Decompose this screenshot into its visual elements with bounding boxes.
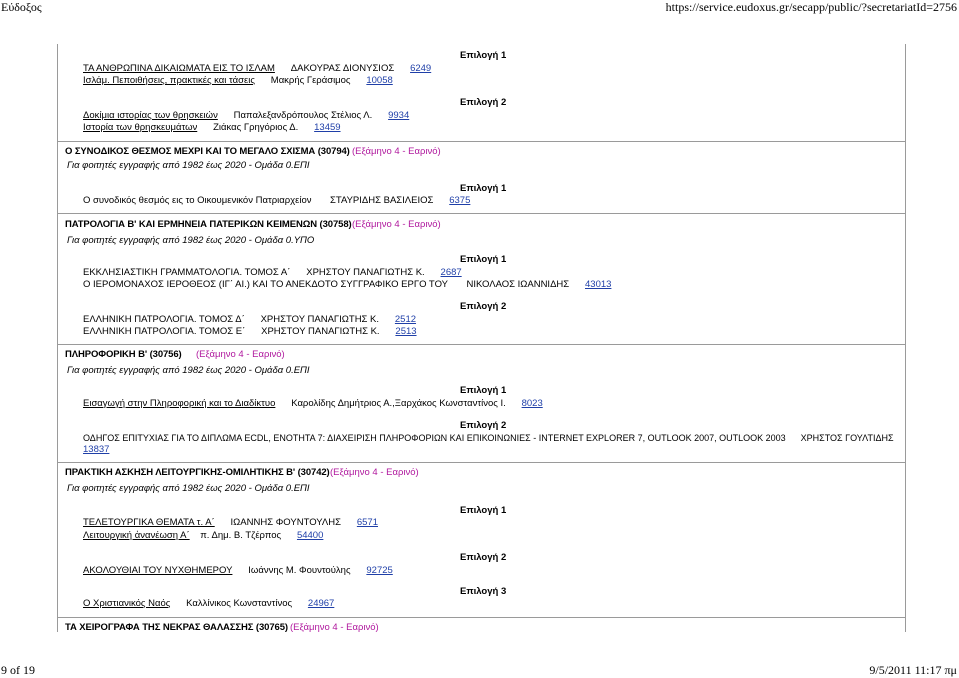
option-label: Επιλογή 3 [460,586,507,597]
book-title[interactable]: Εισαγωγή στην Πληροφορική και το Διαδίκτυο [83,398,276,409]
book-author: ΣΤΑΥΡΙΔΗΣ ΒΑΣΙΛΕΙΟΣ [329,195,434,206]
course-divider [58,617,905,618]
option-label: Επιλογή 2 [460,97,507,108]
book-code-link[interactable]: 24967 [307,598,335,609]
book-author: ΙΩΑΝΝΗΣ ΦΟΥΝΤΟΥΛΗΣ [230,517,342,528]
course-title: ΠΑΤΡΟΛΟΓΙΑ Β' ΚΑΙ ΕΡΜΗΝΕΙΑ ΠΑΤΕΡΙΚΩΝ ΚΕΙΜΕΝΩΝ (30758) [65,219,352,230]
book-code-link[interactable]: 8023 [521,398,543,409]
book-code-link[interactable]: 92725 [366,565,393,576]
book-row [83,314,416,326]
option-label: Επιλογή 2 [460,301,507,312]
book-author: Καρολίδης Δημήτριος Α.,Ξαρχάκος Κωνσταντίνος Ι. [291,398,506,409]
book-author: Καλλίνικος Κωνσταντίνος [186,598,293,609]
book-code-link[interactable]: 9934 [388,110,410,121]
book-row [83,195,470,207]
course-divider [58,462,905,463]
book-row [83,110,409,122]
book-title: ΕΚΚΛΗΣΙΑΣΤΙΚΗ ΓΡΑΜΜΑΤΟΛΟΓΙΑ. ΤΟΜΟΣ Α΄ [83,267,291,278]
book-title[interactable]: Λειτουργική ἀνανέωση Α΄ [83,530,190,541]
frame-right-border [905,44,906,632]
book-code-link[interactable]: 2512 [394,314,417,325]
book-author: Μακρής Γεράσιμος [270,75,351,86]
book-code-link[interactable]: 6571 [356,517,378,528]
book-row [83,326,417,338]
book-title[interactable]: Ο Χριστιανικός Ναός [83,598,171,609]
book-code-link[interactable]: 2513 [395,326,417,337]
course-title: ΤΑ ΧΕΙΡΟΓΡΑΦΑ ΤΗΣ ΝΕΚΡΑΣ ΘΑΛΑΣΣΗΣ (30765) [65,622,288,633]
option-label: Επιλογή 1 [460,385,507,396]
print-header-title: Εύδοξος [1,0,42,14]
book-author: ΧΡΗΣΤΟΣ ΓΟΥΛΤΙΔΗΣ [800,433,894,443]
book-row [83,517,378,529]
semester-label: (Εξάμηνο 4 - Εαρινό) [290,622,379,633]
book-row [83,530,323,542]
book-code-link[interactable]: 13837 [83,444,110,455]
book-row [83,279,611,291]
print-header-url: https://service.eudoxus.gr/secapp/public/?secretariatId=2756 [665,0,957,14]
option-label: Επιλογή 1 [460,254,507,265]
book-title: ΕΛΛΗΝΙΚΗ ΠΑΤΡΟΛΟΓΙΑ. ΤΟΜΟΣ Ε΄ [83,326,246,337]
option-label: Επιλογή 2 [460,420,507,431]
course-title: ΠΛΗΡΟΦΟΡΙΚΗ Β' (30756) [65,349,182,360]
enrollment-note: Για φοιτητές εγγραφής από 1982 έως 2020 - Ομάδα 0.ΕΠΙ [67,483,310,494]
book-title: Ο ΙΕΡΟΜΟΝΑΧΟΣ ΙΕΡΟΘΕΟΣ (ΙΓ΄ ΑΙ.) ΚΑΙ ΤΟ ΑΝΕΚΔΟΤΟ ΣΥΓΓΡΑΦΙΚΟ ΕΡΓΟ ΤΟΥ [83,279,448,290]
option-label: Επιλογή 1 [460,50,507,61]
frame-left-border [57,44,58,632]
course-divider [58,344,905,345]
semester-label: (Εξάμηνο 4 - Εαρινό) [352,219,441,230]
book-row [83,598,334,610]
book-code-link[interactable]: 13459 [314,122,341,133]
book-row [83,398,543,410]
book-code-link[interactable]: 10058 [366,75,393,86]
course-divider [58,213,905,214]
book-row-continued [83,444,109,456]
course-title: Ο ΣΥΝΟΔΙΚΟΣ ΘΕΣΜΟΣ ΜΕΧΡΙ ΚΑΙ ΤΟ ΜΕΓΑΛΟ ΣΧΙΣΜΑ (30794) [65,146,350,157]
semester-label: (Εξάμηνο 4 - Εαρινό) [352,146,441,157]
semester-label: (Εξάμηνο 4 - Εαρινό) [196,349,285,360]
enrollment-note: Για φοιτητές εγγραφής από 1982 έως 2020 - Ομάδα 0.ΥΠΟ [67,235,315,246]
option-label: Επιλογή 2 [460,552,507,563]
book-code-link[interactable]: 2687 [440,267,462,278]
book-code-link[interactable]: 6249 [410,63,432,74]
book-title[interactable]: Δοκίμια ιστορίας των θρησκειών [83,110,218,121]
book-title: Ο συνοδικός θεσμός εις το Οικουμενικόν Πατριαρχείον [83,195,312,206]
book-author: ΧΡΗΣΤΟΥ ΠΑΝΑΓΙΩΤΗΣ Κ. [261,326,380,337]
semester-label: (Εξάμηνο 4 - Εαρινό) [330,467,419,478]
enrollment-note: Για φοιτητές εγγραφής από 1982 έως 2020 - Ομάδα 0.ΕΠΙ [67,160,310,171]
print-datetime: 9/5/2011 11:17 πμ [869,663,957,677]
book-code-link[interactable]: 6375 [449,195,471,206]
course-divider [58,141,905,142]
book-title[interactable]: ΤΑ ΑΝΘΡΩΠΙΝΑ ΔΙΚΑΙΩΜΑΤΑ ΕΙΣ ΤΟ ΙΣΛΑΜ [83,63,275,74]
book-author: ΝΙΚΟΛΑΟΣ ΙΩΑΝΝΙΔΗΣ [466,279,570,290]
book-author: Ιωάννης Μ. Φουντούλης [248,565,351,576]
book-row [83,122,341,134]
book-title[interactable]: Ισλάμ. Πεποιθήσεις, πρακτικές και τάσεις [83,75,255,86]
book-title[interactable]: ΤΕΛΕΤΟΥΡΓΙΚΑ ΘΕΜΑΤΑ τ. Α΄ [83,517,215,528]
book-author: ΔΑΚΟΥΡΑΣ ΔΙΟΝΥΣΙΟΣ [290,63,395,74]
enrollment-note: Για φοιτητές εγγραφής από 1982 έως 2020 - Ομάδα 0.ΕΠΙ [67,365,310,376]
book-author: ΧΡΗΣΤΟΥ ΠΑΝΑΓΙΩΤΗΣ Κ. [306,267,425,278]
print-footer [0,664,959,678]
book-row [83,63,431,75]
book-author: π. Δημ. Β. Τζέρπος [200,530,282,541]
book-title[interactable]: ΑΚΟΛΟΥΘΙΑΙ ΤΟΥ ΝΥΧΘΗΜΕΡΟΥ [83,565,233,576]
book-author: Ζιάκας Γρηγόριος Δ. [213,122,299,133]
book-author: Παπαλεξανδρόπουλος Στέλιος Λ. [233,110,373,121]
book-title[interactable]: Ιστορία των θρησκευμάτων [83,122,198,133]
book-code-link[interactable]: 43013 [585,279,612,290]
book-row [83,432,894,444]
book-title: ΕΛΛΗΝΙΚΗ ΠΑΤΡΟΛΟΓΙΑ. ΤΟΜΟΣ Δ΄ [83,314,245,325]
option-label: Επιλογή 1 [460,183,507,194]
book-title: ΟΔΗΓΟΣ ΕΠΙΤΥΧΙΑΣ ΓΙΑ ΤΟ ΔΙΠΛΩΜΑ ECDL, ΕΝΟΤΗΤΑ 7: ΔΙΑΧΕΙΡΙΣΗ ΠΛΗΡΟΦΟΡΙΩΝ ΚΑΙ ΕΠΙΚΟΙΝΩΝΙΕΣ - INTERNET EXPLORER 7, OUTLOOK 2007, OUTLOOK 2003 [83,433,786,443]
page-number: 9 of 19 [1,663,35,677]
book-author: ΧΡΗΣΤΟΥ ΠΑΝΑΓΙΩΤΗΣ Κ. [260,314,380,325]
book-row [83,565,393,577]
option-label: Επιλογή 1 [460,505,507,516]
book-row [83,267,462,279]
course-title: ΠΡΑΚΤΙΚΗ ΑΣΚΗΣΗ ΛΕΙΤΟΥΡΓΙΚΗΣ-ΟΜΙΛΗΤΙΚΗΣ Β' (30742) [65,467,330,478]
book-row [83,75,393,87]
book-code-link[interactable]: 54400 [296,530,324,541]
print-header [0,0,959,14]
